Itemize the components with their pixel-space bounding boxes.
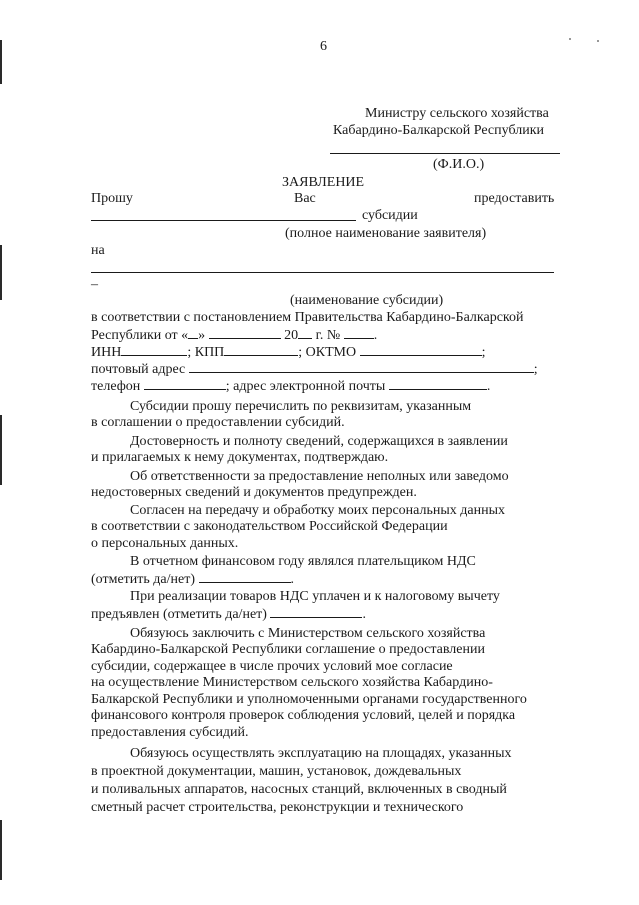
paragraph-8-line-1: Обязуюсь осуществлять эксплуатацию на площадях, указанных	[130, 746, 512, 761]
request-word-2: Вас	[294, 191, 316, 206]
vat-deduction-label: предъявлен (отметить да/нет)	[91, 607, 267, 622]
phone-field	[144, 376, 226, 390]
oktmo-field	[360, 342, 482, 356]
paragraph-8-line-4: сметный расчет строительства, реконструкции и технического	[91, 800, 464, 815]
vat-payer-label: (отметить да/нет)	[91, 572, 195, 587]
document-title: ЗАЯВЛЕНИЕ	[282, 175, 365, 190]
paragraph-4-line-1: Согласен на передачу и обработку моих персональных данных	[130, 503, 506, 518]
decree-date-quote: »	[198, 328, 206, 343]
request-word-1: Прошу	[91, 191, 133, 206]
postal-label: почтовый адрес	[91, 362, 186, 377]
decree-number-label: г. №	[315, 328, 341, 343]
postal-semicolon: ;	[533, 362, 538, 377]
oktmo-semicolon: ;	[481, 345, 486, 360]
paragraph-8-line-2: в проектной документации, машин, установок, дождевальных	[91, 764, 462, 779]
subsidy-caption: (наименование субсидии)	[290, 293, 444, 308]
decree-day-field	[188, 325, 198, 339]
email-field	[389, 376, 487, 390]
paragraph-6-line-1: При реализации товаров НДС уплачен и к налоговому вычету	[130, 589, 500, 604]
paragraph-5-line-1: В отчетном финансовом году являлся плательщиком НДС	[130, 554, 476, 569]
scan-speck	[597, 40, 599, 42]
paragraph-7-line-7: предоставления субсидий.	[91, 725, 249, 740]
paragraph-7-line-4: на осуществление Министерством сельского хозяйства Кабардино-	[91, 675, 493, 690]
scan-margin-mark	[0, 820, 2, 880]
scan-margin-mark	[0, 415, 2, 485]
decree-month-field	[209, 325, 281, 339]
subsidy-word: субсидии	[362, 208, 418, 223]
paragraph-4-line-2: в соответствии с законодательством Российской Федерации	[91, 519, 448, 534]
email-label: ; адрес электронной почты	[225, 379, 386, 394]
paragraph-8-line-3: и поливальных аппаратов, насосных станций, включенных в сводный	[91, 782, 507, 797]
fio-field-line	[330, 153, 560, 154]
subsidy-name-field-line	[91, 272, 554, 273]
kpp-label: ; КПП	[187, 345, 225, 360]
request-word-3: предоставить	[474, 191, 555, 206]
paragraph-3-line-2: недостоверных сведений и документов предупрежден.	[91, 485, 417, 500]
inn-label: ИНН	[91, 345, 122, 360]
paragraph-3-line-1: Об ответственности за предоставление неполных или заведомо	[130, 469, 509, 484]
paragraph-2-line-1: Достоверность и полноту сведений, содержащихся в заявлении	[130, 434, 508, 449]
paragraph-7-line-6: финансового контроля проверок соблюдения условий, целей и порядка	[91, 708, 516, 723]
paragraph-2-line-2: и прилагаемых к нему документах, подтверждаю.	[91, 450, 389, 465]
contacts-period: .	[486, 379, 491, 394]
scan-speck	[569, 38, 571, 40]
accordance-line-1: в соответствии с постановлением Правительства Кабардино-Балкарской	[91, 310, 524, 325]
decree-number-field	[344, 325, 374, 339]
decree-period: .	[373, 328, 378, 343]
fio-caption: (Ф.И.О.)	[433, 157, 485, 172]
addressee-line-2: Кабардино-Балкарской Республики	[333, 123, 544, 138]
scan-margin-mark	[0, 245, 2, 300]
scan-margin-mark	[0, 40, 2, 84]
decree-date-prefix: Республики от «	[91, 328, 189, 343]
paragraph-1-line-2: в соглашении о предоставлении субсидий.	[91, 415, 345, 430]
paragraph-7-line-1: Обязуюсь заключить с Министерством сельского хозяйства	[130, 626, 486, 641]
na-word: на	[91, 243, 105, 258]
applicant-caption: (полное наименование заявителя)	[285, 226, 487, 241]
paragraph-5-line-2	[91, 569, 294, 588]
applicant-name-field-line	[91, 220, 356, 221]
paragraph-4-line-3: о персональных данных.	[91, 536, 239, 551]
postal-field	[189, 359, 534, 373]
decree-year-prefix: 20	[284, 328, 299, 343]
paragraph-7-line-5: Балкарской Республики и уполномоченными органами государственного	[91, 692, 527, 707]
vat-deduction-period: .	[362, 607, 366, 622]
oktmo-label: ; ОКТМО	[298, 345, 357, 360]
decree-year-field	[298, 325, 312, 339]
inn-field	[121, 342, 187, 356]
contacts-line	[91, 376, 490, 395]
vat-payer-field	[199, 569, 291, 583]
paragraph-7-line-2: Кабардино-Балкарской Республики соглашение о предоставлении	[91, 642, 485, 657]
page-number: 6	[320, 39, 327, 54]
dash-mark: –	[91, 277, 98, 292]
kpp-field	[224, 342, 298, 356]
paragraph-1-line-1: Субсидии прошу перечислить по реквизитам, указанным	[130, 399, 472, 414]
vat-payer-period: .	[290, 572, 294, 587]
paragraph-7-line-3: субсидии, содержащее в числе прочих условий мое согласие	[91, 659, 453, 674]
phone-label: телефон	[91, 379, 141, 394]
addressee-line-1: Министру сельского хозяйства	[365, 106, 549, 121]
paragraph-6-line-2	[91, 604, 366, 623]
vat-deduction-field	[270, 604, 362, 618]
